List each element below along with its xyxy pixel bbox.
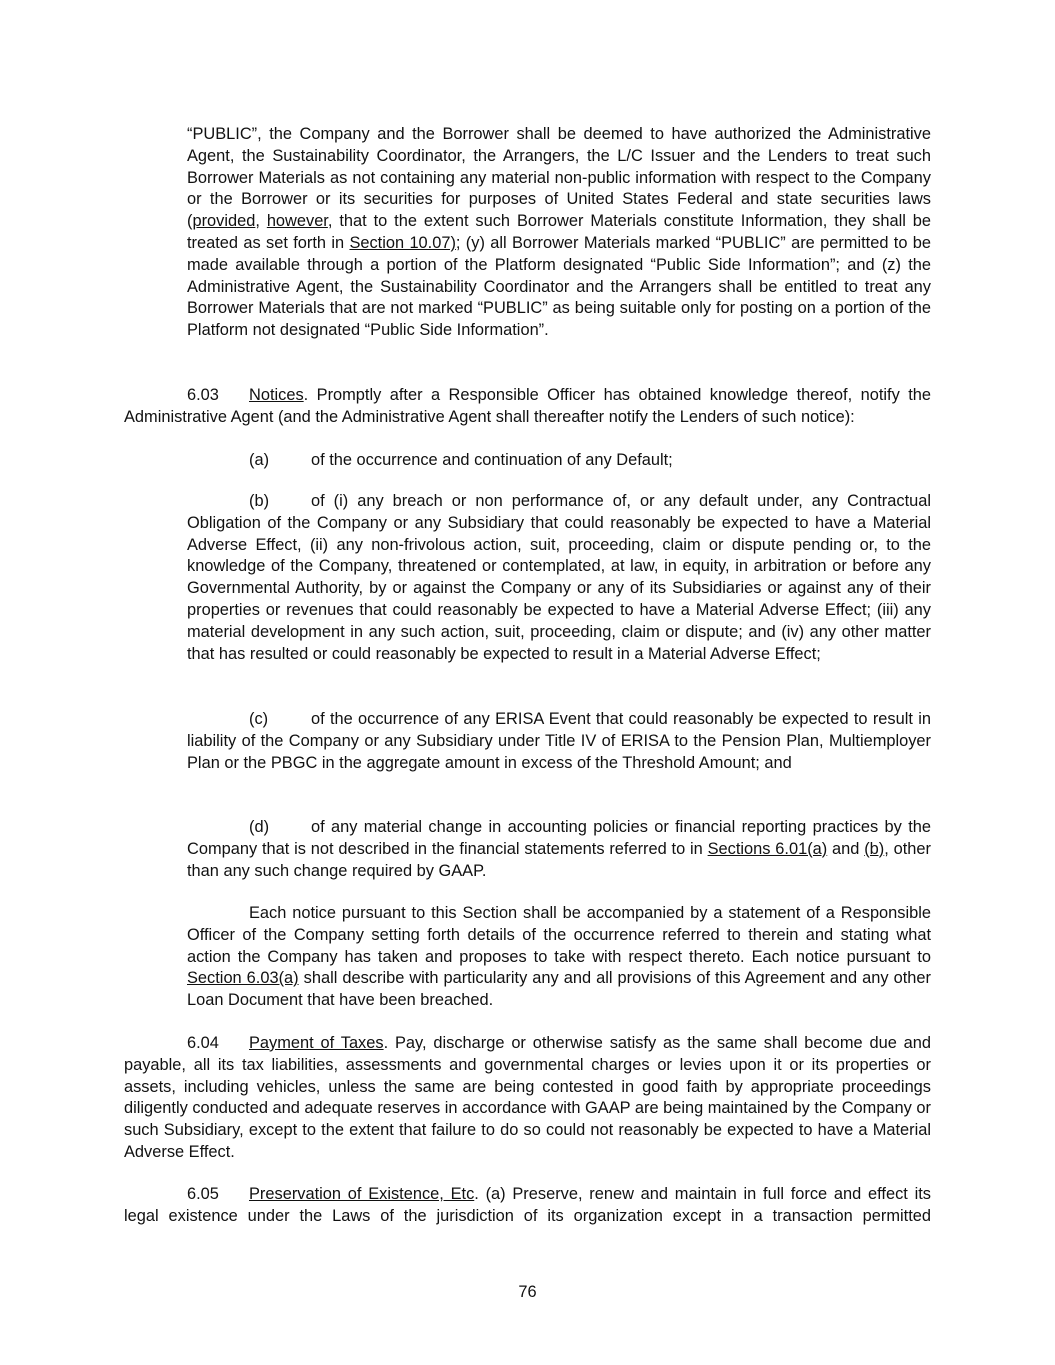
- however-term: however: [266, 212, 328, 231]
- page-number: 76: [518, 1283, 537, 1301]
- section-6-05-paragraph: [124, 1184, 931, 1228]
- clause-d-text-2: , other than any such change required by GAAP.: [187, 839, 931, 880]
- section-b-ref[interactable]: (b): [864, 839, 885, 858]
- provided-term: provided: [192, 212, 256, 231]
- each-notice-text-2: shall describe with particularity any and all provisions of this Agreement and any other Loan Document that have been breached.: [187, 969, 931, 1010]
- intro-comma: ,: [255, 212, 267, 231]
- sections-6-01-a-ref[interactable]: Sections 6.01(a): [707, 839, 828, 858]
- each-notice-paragraph: [187, 903, 931, 1012]
- clause-c-text: of the occurrence of any ERISA Event that could reasonably be expected to result in liability of the Company or any Subsidiary under Title IV of ERISA to the Pension Plan, Multiemployer Plan or the PBGC in the aggregate amount in excess of the Threshold Amount; and: [187, 710, 931, 772]
- section-6-04-number: 6.04: [187, 1034, 219, 1052]
- section-6-04-paragraph: [124, 1033, 931, 1164]
- intro-text-1: “PUBLIC”, the Company and the Borrower shall be deemed to have authorized the Administrative Agent, the Sustainability Coordinator, the Arrangers, the L/C Issuer and the Lenders to treat such Borrower Materials as not containing any material non-public information with respect to the Company or the Borrower or its securities for purposes of United States Federal and state securities laws (: [187, 125, 931, 231]
- section-6-04-heading: Payment of Taxes: [249, 1034, 384, 1052]
- section-6-05-text: . (a) Preserve, renew and maintain in full force and effect its legal existence under the Laws of the jurisdiction of its organization except in a transaction permitted: [124, 1185, 931, 1225]
- section-6-04-text: . Pay, discharge or otherwise satisfy as the same shall become due and payable, all its tax liabilities, assessments and governmental charges or levies upon it or its properties or assets, including vehicles, unless the same are being contested in good faith by appropriate proceedings diligently conducted and adequate reserves in accordance with GAAP are being maintained by the Company or such Subsidiary, except to the extent that failure to do so could not reasonably be expected to have a Material Adverse Effect.: [124, 1034, 932, 1161]
- section-6-03-number: 6.03: [187, 386, 219, 404]
- section-10-07-ref[interactable]: Section 10.07): [349, 233, 456, 252]
- intro-text-3: ; (y) all Borrower Materials marked “PUBLIC” are permitted to be made available through a portion of the Platform designated “Public Side Information”; and (z) the Administrative Agent, the Sustainability Coordinator and the Arrangers shall be entitled to treat any Borrower Materials that are not marked “PUBLIC” as being suitable only for posting on a portion of the Platform not designated “Public Side Information”.: [187, 233, 932, 340]
- clause-a: [187, 450, 931, 472]
- intro-paragraph: [187, 124, 931, 342]
- intro-text-2: , that to the extent such Borrower Materials constitute Information, they shall be treated as set forth in: [187, 212, 932, 252]
- clause-b-label: (b): [249, 492, 270, 510]
- section-6-03-heading: Notices: [249, 386, 304, 404]
- section-6-03-a-ref[interactable]: Section 6.03(a): [187, 969, 299, 988]
- section-6-03-paragraph: [124, 385, 931, 429]
- clause-b: [187, 491, 931, 665]
- clause-a-text: of the occurrence and continuation of any Default;: [311, 451, 673, 469]
- clause-d: [187, 817, 931, 882]
- clause-c: [187, 709, 931, 774]
- clause-b-text: of (i) any breach or non performance of, or any default under, any Contractual Obligation of the Company or any Subsidiary that could reasonably be expected to have a Material Adverse Effect, (ii) any non-frivolous action, suit, proceeding, claim or dispute pending or, to the knowledge of the Company, threatened or contemplated, at law, in equity, in arbitration or before any Governmental Authority, by or against the Company or any of its Subsidiaries or against any of their properties or revenues that could reasonably be expected to have a Material Adverse Effect; (iii) any material development in any such action, suit, proceeding, claim or dispute; and (iv) any other matter that has resulted or could reasonably be expected to result in a Material Adverse Effect;: [187, 492, 931, 663]
- clause-d-label: (d): [249, 818, 270, 836]
- section-6-05-heading: Preservation of Existence, Etc: [249, 1185, 475, 1203]
- clause-d-and: and: [827, 839, 865, 858]
- each-notice-text-1: Each notice pursuant to this Section shall be accompanied by a statement of a Responsible Officer of the Company setting forth details of the occurrence referred to therein and stating what action the Company has taken and proposes to take with respect thereto. Each notice pursuant to: [187, 904, 931, 966]
- section-6-05-number: 6.05: [187, 1185, 219, 1203]
- clause-d-text-1: of any material change in accounting policies or financial reporting practices by the Company that is not described in the financial statements referred to in: [187, 818, 931, 858]
- clause-a-label: (a): [249, 451, 270, 469]
- section-6-03-text: . Promptly after a Responsible Officer has obtained knowledge thereof, notify the Administrative Agent (and the Administrative Agent shall thereafter notify the Lenders of such notice):: [124, 386, 931, 426]
- clause-c-label: (c): [249, 710, 269, 728]
